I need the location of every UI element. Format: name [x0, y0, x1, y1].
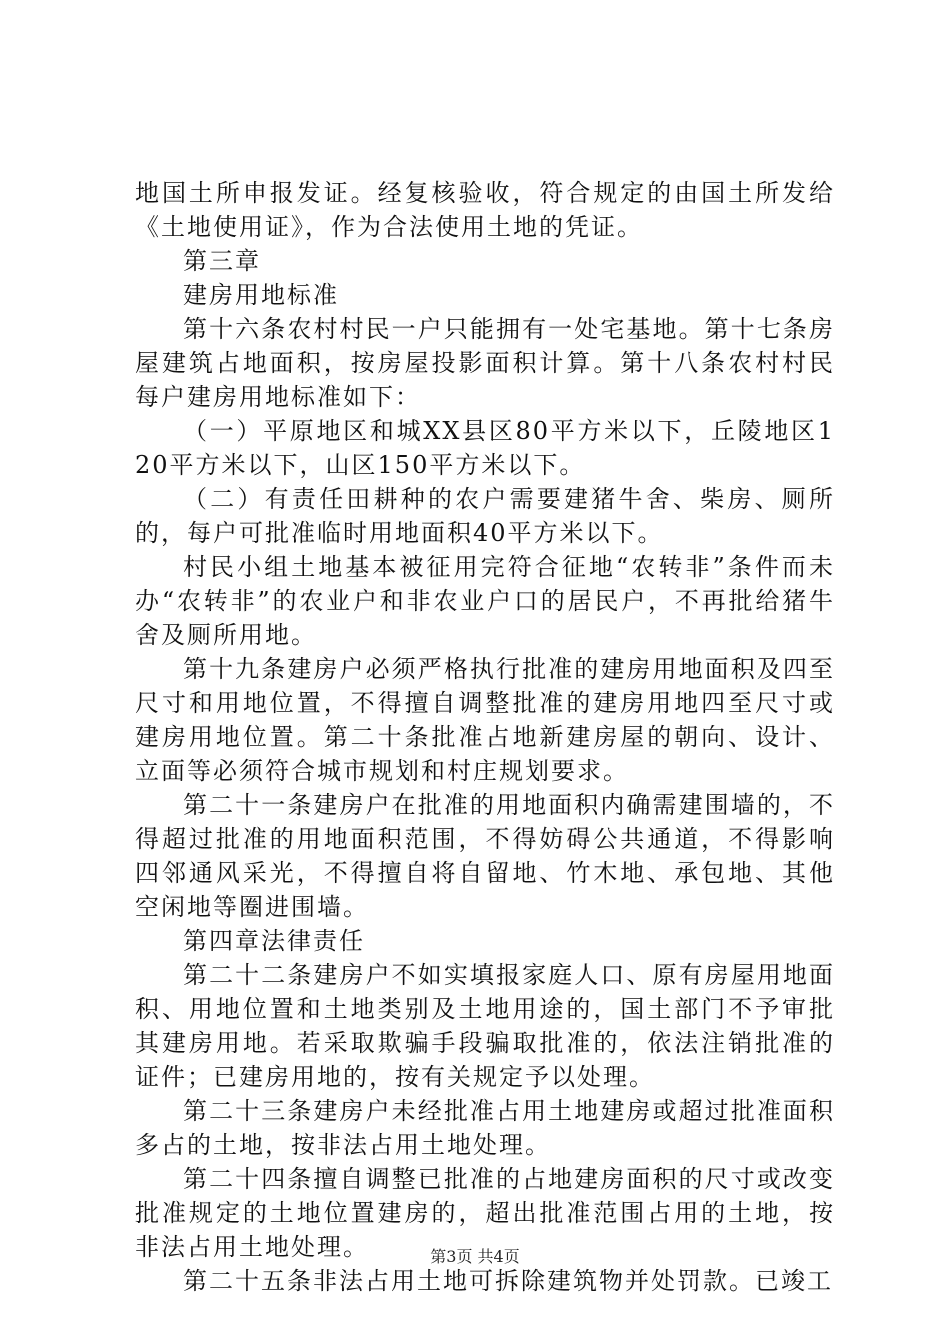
document-paragraph: 建房用地标准	[183, 281, 339, 309]
document-paragraph: 第二十一条建房户在批准的用地面积内确需建围墙的，不得超过批准的用地面积范围，不得妨碍公共通道，不得影响四邻通风采光，不得擅自将自留地、竹木地、承包地、其他空闲地等圈进围墙。	[135, 791, 835, 921]
document-paragraph: 第十六条农村村民一户只能拥有一处宅基地。第十七条房屋建筑占地面积，按房屋投影面积计算。第十八条农村村民每户建房用地标准如下：	[135, 315, 835, 411]
document-paragraph: （一）平原地区和城XX县区80平方米以下，丘陵地区120平方米以下，山区150平方米以下。	[135, 417, 835, 479]
document-paragraph: 村民小组土地基本被征用完符合征地“农转非”条件而未办“农转非”的农业户和非农业户口的居民户，不再批给猪牛舍及厕所用地。	[135, 553, 835, 649]
page-footer: 第3页 共4页	[430, 1247, 520, 1266]
document-paragraph: 第二十三条建房户未经批准占用土地建房或超过批准面积多占的土地，按非法占用土地处理。	[135, 1097, 835, 1159]
document-paragraph: （二）有责任田耕种的农户需要建猪牛舍、柴房、厕所的，每户可批准临时用地面积40平方米以下。	[135, 485, 835, 547]
document-paragraph: 第四章法律责任	[183, 927, 365, 955]
document-paragraph: 地国土所申报发证。经复核验收，符合规定的由国土所发给《土地使用证》，作为合法使用土地的凭证。	[135, 179, 835, 241]
document-body	[135, 176, 835, 1298]
document-paragraph: 第二十二条建房户不如实填报家庭人口、原有房屋用地面积、用地位置和土地类别及土地用途的，国土部门不予审批其建房用地。若采取欺骗手段骗取批准的，依法注销批准的证件；已建房用地的，按有关规定予以处理。	[135, 961, 835, 1091]
document-paragraph: 第二十四条擅自调整已批准的占地建房面积的尺寸或改变批准规定的土地位置建房的，超出批准范围占用的土地，按非法占用土地处理。	[135, 1165, 835, 1261]
document-paragraph: 第三章	[183, 247, 261, 275]
document-paragraph: 第十九条建房户必须严格执行批准的建房用地面积及四至尺寸和用地位置，不得擅自调整批准的建房用地四至尺寸或建房用地位置。第二十条批准占地新建房屋的朝向、设计、立面等必须符合城市规划和村庄规划要求。	[135, 655, 835, 785]
document-paragraph: 第二十五条非法占用土地可拆除建筑物并处罚款。已竣工	[183, 1267, 833, 1295]
